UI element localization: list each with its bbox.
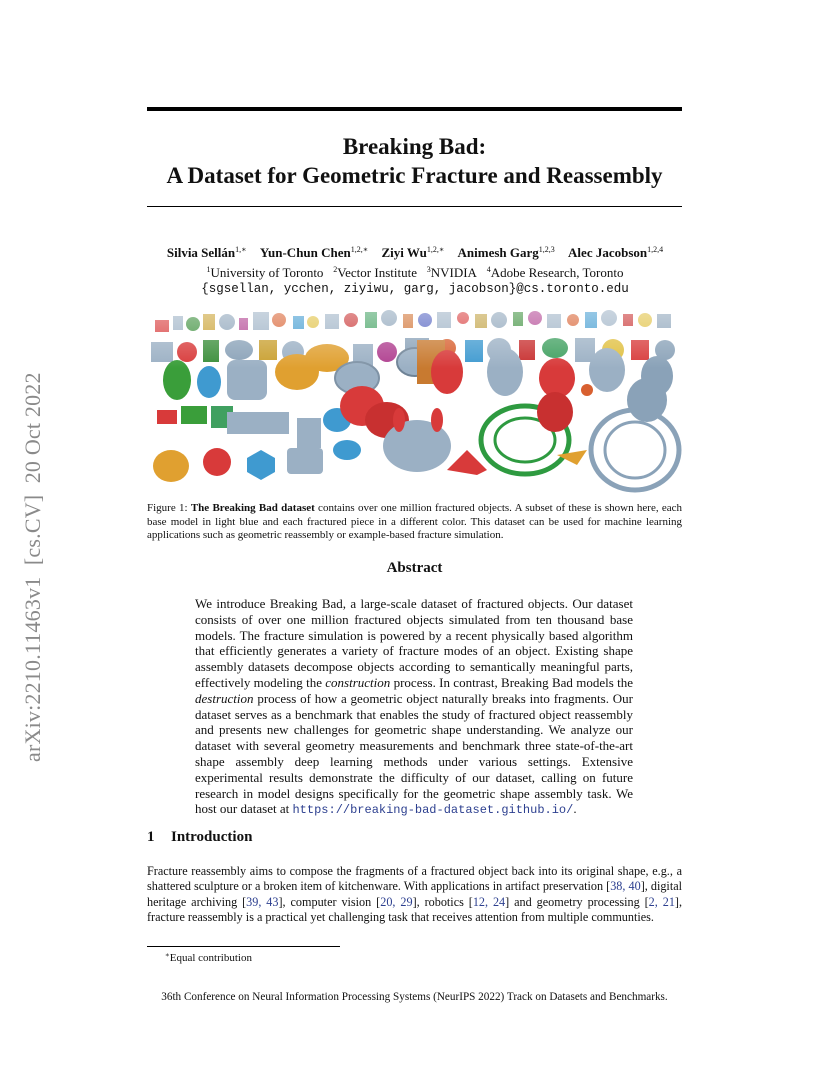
intro-text: ], computer vision [ <box>278 894 381 909</box>
intro-text: ] and geometry processing [ <box>505 894 649 909</box>
author-name: Silvia Sellán <box>166 245 236 260</box>
section-title: Introduction <box>171 829 253 845</box>
author-affil-mark: 1,2,4 <box>647 245 664 254</box>
intro-text: Fracture reassembly aims to compose the fragments of a fractured object back into its original shape, e.g., a shattered sculpture or a broken item of kitchenware. With applications in artifact preservation [ <box>147 864 682 894</box>
figure-caption-bold: The Breaking Bad dataset <box>190 502 315 514</box>
affiliation: Adobe Research, Toronto <box>490 265 624 280</box>
abstract-emphasis: construction <box>325 674 391 690</box>
citation-link[interactable]: 39, 43 <box>246 894 279 909</box>
footnote-text: Equal contribution <box>169 952 252 964</box>
author-name: Ziyi Wu <box>381 245 427 260</box>
abstract-body <box>195 596 633 819</box>
arxiv-watermark: arXiv:2210.11463v1 [cs.CV] 20 Oct 2022 <box>20 372 45 762</box>
intro-text: ], robotics [ <box>412 894 473 909</box>
abstract-text: process. In contrast, Breaking Bad models the <box>390 674 633 690</box>
author-name: Yun-Chun Chen <box>259 245 351 260</box>
title-top-rule <box>147 107 682 111</box>
affiliation-mark: 2 <box>333 265 338 274</box>
citation-link[interactable]: 20, 29 <box>380 894 413 909</box>
author-affil-mark: 1,2,∗ <box>350 245 369 254</box>
abstract-emphasis: destruction <box>195 690 254 706</box>
figure-caption-text: contains over one million fractured objects. A subset of these is shown here, each base model in light blue and each fractured piece in a different color. This dataset can be used for machine learning applications such as geometric reassembly or example-based fracture simulation. <box>147 502 683 541</box>
footnote <box>165 951 252 964</box>
footnote-rule <box>147 946 340 947</box>
affiliation-list <box>120 261 710 281</box>
author-list <box>120 241 710 261</box>
abstract-text: process of how a geometric object naturally breaks into fragments. Our dataset serves as a benchmark that enables the study of fractured object reassembly and presents new challenges for geometric shape understanding. We analyze our dataset with several geometry measurements and benchmark three state-of-the-art shape assembly deep learning methods under various settings. Extensive experimental results demonstrate the difficulty of our dataset, calling on future research in model designs specifically for the geometric shape assembly task. We host our dataset at <box>195 690 633 817</box>
teaser-figure <box>147 300 682 495</box>
affiliation: University of Toronto <box>210 265 324 280</box>
author-affil-mark: 1,2,3 <box>538 245 555 254</box>
dataset-url-link[interactable]: https://breaking-bad-dataset.github.io/ <box>292 803 574 818</box>
figure-label: Figure 1: <box>147 502 191 514</box>
paper-title <box>147 132 682 190</box>
author-name: Animesh Garg <box>457 245 539 260</box>
affiliation: Vector Institute <box>337 265 417 280</box>
abstract-text: . <box>573 801 577 817</box>
affiliation-mark: 4 <box>486 265 491 274</box>
introduction-paragraph <box>147 864 682 925</box>
citation-link[interactable]: 38, 40 <box>610 879 641 894</box>
conference-footer: 36th Conference on Neural Information Processing Systems (NeurIPS 2022) Track on Datasets and Benchmarks. <box>161 991 668 1003</box>
intro-text: ], fracture reassembly is a practical yet challenging task that receives attention from multiple communties. <box>147 894 683 924</box>
citation-link[interactable]: 12, 24 <box>472 894 506 909</box>
figure-caption <box>147 502 682 543</box>
author-emails: {sgsellan, ycchen, ziyiwu, garg, jacobson}@cs.toronto.edu <box>201 282 629 296</box>
title-bottom-rule <box>147 206 682 207</box>
author-affil-mark: 1,∗ <box>235 245 247 254</box>
author-name: Alec Jacobson <box>568 245 648 260</box>
title-line-1: Breaking Bad: <box>342 134 487 159</box>
footnote-mark: ∗ <box>165 951 170 959</box>
author-affil-mark: 1,2,∗ <box>426 245 445 254</box>
author-block <box>120 241 710 298</box>
abstract-heading: Abstract <box>386 560 443 576</box>
affiliation: NVIDIA <box>430 265 477 280</box>
affiliation-mark: 3 <box>426 265 431 274</box>
section-number: 1 <box>147 829 155 845</box>
section-heading-introduction <box>147 829 682 846</box>
affiliation-mark: 1 <box>206 265 211 274</box>
fractured-objects-render <box>147 300 682 495</box>
title-line-2: A Dataset for Geometric Fracture and Reassembly <box>166 163 663 188</box>
abstract-text: We introduce Breaking Bad, a large-scale dataset of fractured objects. Our dataset consists of over one million fractured objects simulated from ten thousand base models. The fracture simulation is powered by a recent physically based algorithm that efficiently generates a variety of fracture modes of an object. Existing shape assembly datasets decompose objects according to semantically meaningful parts, effectively modeling the <box>195 596 633 690</box>
citation-link[interactable]: 2, 21 <box>648 894 675 909</box>
intro-text: ], digital heritage archiving [ <box>147 879 683 909</box>
